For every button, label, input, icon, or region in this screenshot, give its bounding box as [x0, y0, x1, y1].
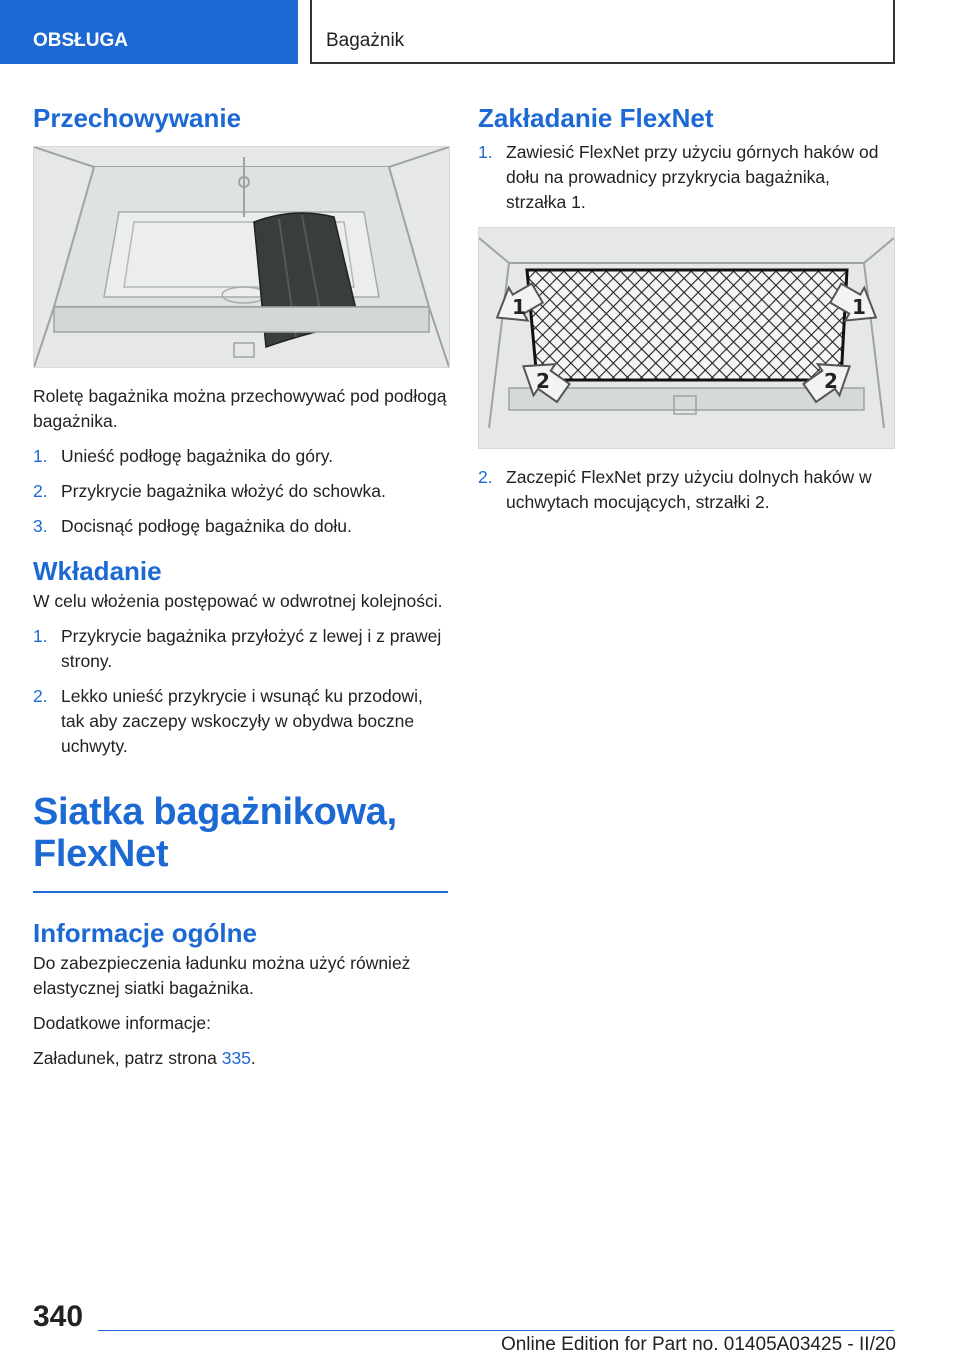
section-title-rule — [33, 891, 448, 893]
step-text: Przykrycie bagażnika włożyć do schowka. — [61, 481, 386, 501]
right-column — [478, 100, 893, 529]
step-number: 1. — [33, 626, 48, 646]
section-title-line1: Siatka bagażnikowa, — [33, 791, 397, 833]
list-item — [33, 514, 448, 539]
flexnet-illustration — [478, 227, 895, 449]
list-item — [33, 684, 448, 759]
list-item — [33, 479, 448, 504]
step-text: Przykrycie bagażnika przyłożyć z lewej i z prawej strony. — [61, 626, 442, 671]
wkladanie-steps — [33, 624, 448, 759]
list-item — [33, 444, 448, 469]
header-section-tab: OBSŁUGA — [0, 0, 298, 64]
reference-prefix: Załadunek, patrz strona — [33, 1048, 222, 1068]
step-number: 2. — [478, 467, 493, 487]
page-reference-link[interactable]: 335 — [221, 1048, 251, 1068]
list-item — [33, 624, 448, 674]
step-number: 2. — [33, 686, 48, 706]
heading-zakladanie-flexnet: Zakładanie FlexNet — [478, 103, 714, 133]
flexnet-step-2-list — [478, 465, 893, 515]
przechowywanie-intro: Roletę bagażnika można przechowywać pod podłogą bagażnika. — [33, 386, 447, 431]
arrow-label-1-right: 1 — [852, 295, 866, 319]
trunk-storage-drawing — [34, 147, 449, 367]
step-text: Zawiesić FlexNet przy użyciu górnych haków od dołu na prowadnicy przykrycia bagażnika, strzałka 1. — [506, 142, 879, 212]
page-number: 340 — [33, 1300, 84, 1333]
step-text: Unieść podłogę bagażnika do góry. — [61, 446, 334, 466]
left-column — [33, 100, 448, 1081]
list-item — [478, 465, 893, 515]
info-paragraph-3 — [33, 1046, 448, 1071]
step-number: 1. — [478, 142, 493, 162]
heading-wkladanie: Wkładanie — [33, 556, 162, 586]
info-paragraph-2: Dodatkowe informacje: — [33, 1013, 211, 1033]
wkladanie-intro: W celu włożenia postępować w odwrotnej kolejności. — [33, 591, 443, 611]
footer-rule — [98, 1330, 894, 1331]
step-text: Zaczepić FlexNet przy użyciu dolnych haków w uchwytach mocujących, strzałki 2. — [506, 467, 872, 512]
arrow-label-1-left: 1 — [512, 295, 526, 319]
footer-edition-text: Online Edition for Part no. 01405A03425 - II/20 — [500, 1334, 896, 1355]
arrow-label-2-right: 2 — [824, 369, 838, 393]
flexnet-drawing — [479, 228, 894, 448]
step-text: Docisnąć podłogę bagażnika do dołu. — [61, 516, 352, 536]
flexnet-step-1-list — [478, 140, 893, 215]
heading-informacje-ogolne: Informacje ogólne — [33, 918, 257, 948]
heading-przechowywanie: Przechowywanie — [33, 103, 242, 133]
info-paragraph-1: Do zabezpieczenia ładunku można użyć również elastycznej siatki bagażnika. — [33, 953, 411, 998]
przechowywanie-steps — [33, 444, 448, 539]
step-text: Lekko unieść przykrycie i wsunąć ku przodowi, tak aby zaczepy wskoczyły w obydwa boczne uchwyty. — [61, 686, 423, 756]
step-number: 1. — [33, 446, 48, 466]
list-item — [478, 140, 893, 215]
trunk-storage-illustration — [33, 146, 450, 368]
section-title-line2: FlexNet — [33, 833, 169, 875]
arrow-label-2-left: 2 — [536, 369, 550, 393]
header-chapter-title: Bagażnik — [310, 0, 895, 64]
step-number: 2. — [33, 481, 48, 501]
reference-suffix: . — [250, 1048, 256, 1068]
step-number: 3. — [33, 516, 48, 536]
